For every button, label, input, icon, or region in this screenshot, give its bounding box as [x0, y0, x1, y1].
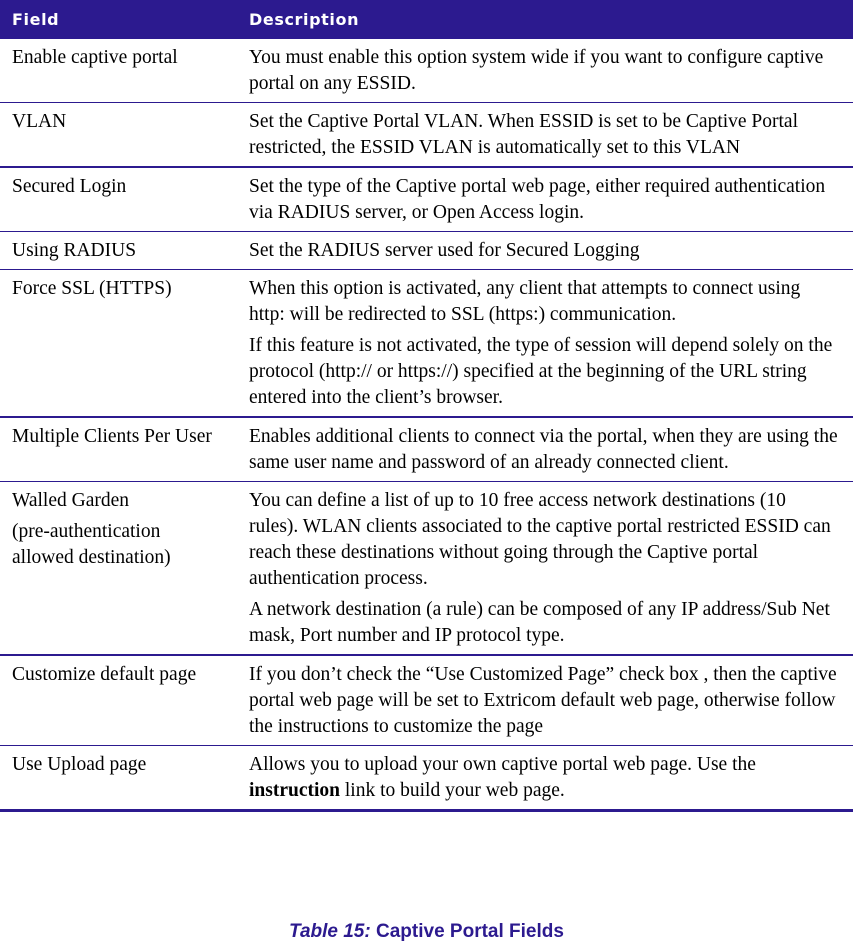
field-name: Multiple Clients Per User	[12, 426, 212, 447]
field-cell	[0, 270, 237, 418]
description-text: You must enable this option system wide if you want to configure captive portal on any ESSID.	[249, 47, 824, 94]
description-text: Enables additional clients to connect via the portal, when they are using the same user name and password of an already connected client.	[249, 426, 838, 473]
table-row	[0, 482, 853, 656]
table-row	[0, 232, 853, 270]
caption-number: Table 15:	[289, 921, 371, 942]
field-cell	[0, 417, 237, 482]
description-text	[249, 752, 839, 804]
description-cell	[237, 482, 853, 656]
table-row	[0, 655, 853, 746]
field-cell	[0, 167, 237, 232]
table-row	[0, 103, 853, 168]
description-text: Set the Captive Portal VLAN. When ESSID is set to be Captive Portal restricted, the ESSID VLAN is automatically set to this VLAN	[249, 111, 799, 158]
description-cell	[237, 417, 853, 482]
field-name: Customize default page	[12, 664, 197, 685]
table-row	[0, 167, 853, 232]
description-text: If this feature is not activated, the type of session will depend solely on the protocol (http:// or https://) specified at the beginning of the URL string entered into the client’s browser.	[249, 335, 833, 408]
field-subtitle: (pre-authentication allowed destination)	[12, 521, 171, 568]
field-name: Force SSL (HTTPS)	[12, 278, 172, 299]
description-text: You can define a list of up to 10 free access network destinations (10 rules). WLAN clients associated to the captive portal restricted ESSID can reach these destinations without going through the Captive portal authentication process.	[249, 490, 831, 589]
field-name: Walled Garden	[12, 490, 129, 511]
description-text-start: Allows you to upload your own captive portal web page. Use the	[249, 754, 756, 775]
header-description: Description	[237, 0, 853, 39]
field-cell	[0, 103, 237, 168]
table-caption	[0, 921, 853, 943]
field-cell	[0, 482, 237, 656]
field-name: VLAN	[12, 111, 67, 132]
field-cell	[0, 655, 237, 746]
description-text: A network destination (a rule) can be composed of any IP address/Sub Net mask, Port number and IP protocol type.	[249, 599, 830, 646]
table-row	[0, 39, 853, 103]
description-text: Set the type of the Captive portal web page, either required authentication via RADIUS server, or Open Access login.	[249, 176, 826, 223]
description-text-end: link to build your web page.	[340, 780, 565, 801]
field-cell	[0, 39, 237, 103]
header-field: Field	[0, 0, 237, 39]
description-cell	[237, 232, 853, 270]
description-cell	[237, 270, 853, 418]
description-text: When this option is activated, any client that attempts to connect using http: will be redirected to SSL (https:) communication.	[249, 278, 801, 325]
field-name: Use Upload page	[12, 754, 147, 775]
caption-title: Captive Portal Fields	[376, 921, 564, 942]
table-row	[0, 746, 853, 811]
field-name: Enable captive portal	[12, 47, 178, 68]
field-cell	[0, 746, 237, 811]
header-row	[0, 0, 853, 39]
field-cell	[0, 232, 237, 270]
description-cell	[237, 167, 853, 232]
table-row	[0, 270, 853, 418]
field-name: Using RADIUS	[12, 240, 137, 261]
description-text: If you don’t check the “Use Customized Page” check box , then the captive portal web page will be set to Extricom default web page, otherwise follow the instructions to customize the page	[249, 664, 837, 737]
instruction-link-text: instruction	[249, 780, 341, 801]
description-cell	[237, 39, 853, 103]
table-header	[0, 0, 853, 39]
description-cell	[237, 655, 853, 746]
table-row	[0, 417, 853, 482]
description-cell	[237, 103, 853, 168]
field-name: Secured Login	[12, 176, 127, 197]
table-body	[0, 39, 853, 811]
description-text: Set the RADIUS server used for Secured Logging	[249, 240, 640, 261]
description-cell	[237, 746, 853, 811]
